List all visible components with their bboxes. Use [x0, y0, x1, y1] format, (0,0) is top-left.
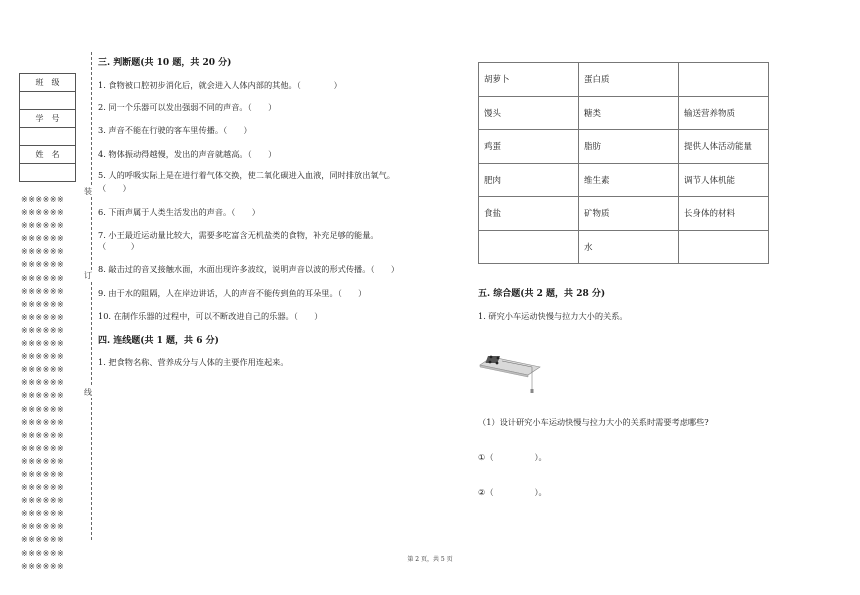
- food-name-cell: 食盐: [479, 197, 579, 231]
- question-3-7: 7. 小王最近运动量比较大，需要多吃富含无机盐类的食物，补充足够的能量。: [98, 230, 379, 240]
- match-row: [479, 96, 769, 130]
- binding-char-xian: 线: [84, 388, 92, 397]
- binding-stars: ※※※※※※ ※※※※※※ ※※※※※※ ※※※※※※ ※※※※※※ ※※※※※※ ※※※※※※ ※※※※※※ ※※※※※※ ※※※※※※ ※※※※※※ ※※※※※※ ※※※※※※ ※※※※※※ ※※※※※※ ※※※※※※ ※※※※※※ ※※※※※※ ※※※※※※ ※※※※※※ ※※※※※※ ※※※※※※ ※※※※※※ ※※※※※※ ※※※※※※ ※※※※※※ ※※※※※※ ※※※※※※ ※※※※※※: [21, 195, 65, 571]
- function-cell: 提供人体活动能量: [679, 130, 769, 164]
- function-cell: [679, 63, 769, 97]
- binding-char-zhuang: 装: [84, 187, 92, 196]
- class-label: 班 级: [20, 74, 76, 92]
- function-cell: 长身体的材料: [679, 197, 769, 231]
- cart-experiment-figure: [478, 345, 548, 395]
- question-3-1: 1. 食物被口腔初步消化后，就会进入人体内部的其他。（ ）: [98, 80, 342, 90]
- name-blank[interactable]: [20, 164, 76, 182]
- function-cell: [679, 230, 769, 264]
- section3-title: 三. 判断题(共 10 题，共 20 分): [98, 58, 232, 68]
- question-3-5: 5. 人的呼吸实际上是在进行着气体交换，使二氧化碳进入血液，同时排放出氧气。: [98, 170, 395, 180]
- food-name-cell: 肥肉: [479, 163, 579, 197]
- page-footer: 第 2 页，共 5 页: [407, 556, 453, 563]
- question-3-10: 10. 在制作乐器的过程中，可以不断改进自己的乐器。（ ）: [98, 311, 323, 321]
- nutrient-cell: 维生素: [579, 163, 679, 197]
- food-name-cell: 胡萝卜: [479, 63, 579, 97]
- number-blank[interactable]: [20, 128, 76, 146]
- food-name-cell: [479, 230, 579, 264]
- food-name-cell: 馒头: [479, 96, 579, 130]
- binding-line: [91, 52, 92, 540]
- nutrient-cell: 糖类: [579, 96, 679, 130]
- match-row: [479, 230, 769, 264]
- nutrient-cell: 脂肪: [579, 130, 679, 164]
- class-blank[interactable]: [20, 92, 76, 110]
- question-3-3: 3. 声音不能在行驶的客车里传播。（ ）: [98, 125, 252, 135]
- section4-title: 四. 连线题(共 1 题，共 6 分): [98, 336, 219, 346]
- binding-char-ding: 订: [84, 271, 92, 280]
- question-3-5-blank: （ ）: [98, 183, 131, 193]
- name-label: 姓 名: [20, 146, 76, 164]
- match-row: [479, 163, 769, 197]
- question-3-6: 6. 下雨声属于人类生活发出的声音。（ ）: [98, 207, 260, 217]
- function-cell: 输送营养物质: [679, 96, 769, 130]
- match-row: [479, 63, 769, 97]
- match-row: [479, 130, 769, 164]
- question-3-7-blank: （ ）: [98, 241, 139, 251]
- student-info-table: [19, 73, 76, 182]
- answer-blank-1[interactable]: ①（ ）。: [478, 452, 547, 462]
- nutrient-cell: 矿物质: [579, 197, 679, 231]
- number-label: 学 号: [20, 110, 76, 128]
- question-3-4: 4. 物体振动得越慢，发出的声音就越高。（ ）: [98, 149, 277, 159]
- question-3-9: 9. 由于水的阻隔，人在岸边讲话，人的声音不能传到鱼的耳朵里。（ ）: [98, 288, 367, 298]
- question-5-1: 1. 研究小车运动快慢与拉力大小的关系。: [478, 311, 628, 321]
- nutrient-cell: 水: [579, 230, 679, 264]
- matching-table: [478, 62, 769, 264]
- question-5-1-sub1: （1）设计研究小车运动快慢与拉力大小的关系时需要考虑哪些?: [478, 417, 709, 427]
- answer-blank-2[interactable]: ②（ ）。: [478, 487, 547, 497]
- section5-title: 五. 综合题(共 2 题，共 28 分): [478, 289, 606, 299]
- question-3-2: 2. 同一个乐器可以发出强弱不同的声音。（ ）: [98, 102, 277, 112]
- question-4-1: 1. 把食物名称、营养成分与人体的主要作用连起来。: [98, 357, 289, 367]
- question-3-8: 8. 敲击过的音叉接触水面，水面出现许多波纹，说明声音以波的形式传播。（ ）: [98, 264, 400, 274]
- function-cell: 调节人体机能: [679, 163, 769, 197]
- match-row: [479, 197, 769, 231]
- nutrient-cell: 蛋白质: [579, 63, 679, 97]
- food-name-cell: 鸡蛋: [479, 130, 579, 164]
